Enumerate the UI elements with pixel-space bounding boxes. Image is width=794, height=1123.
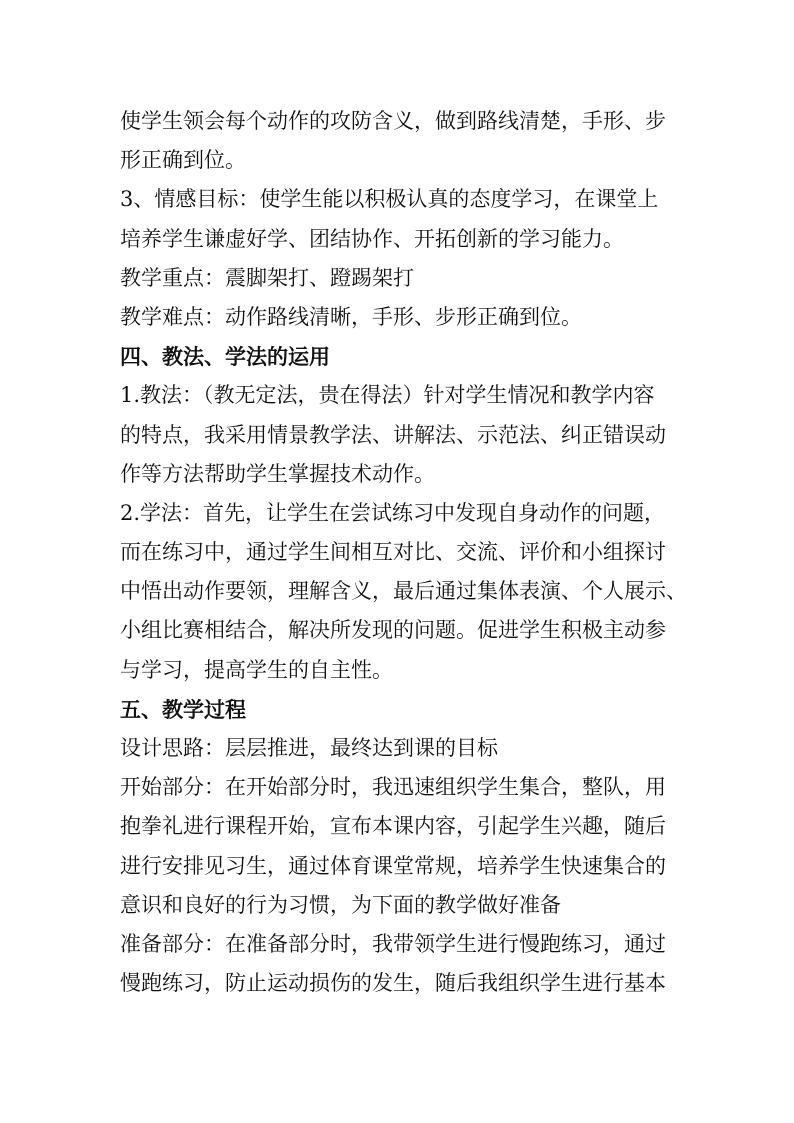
text-line: 形正确到位。 [120,148,246,173]
text-line: 中悟出动作要领，理解含义，最后通过集体表演、个人展示、 [120,579,687,604]
text-line: 开始部分：在开始部分时，我迅速组织学生集合，整队，用 [120,775,666,800]
text-line: 进行安排见习生，通过体育课堂常规，培养学生快速集合的 [120,853,666,878]
text-line: 2.学法：首先，让学生在尝试练习中发现自身动作的问题， [120,500,666,525]
document-body [120,102,687,1003]
text-line: 使学生领会每个动作的攻防含义，做到路线清楚，手形、步 [120,109,666,133]
text-line: 而在练习中，通过学生间相互对比、交流、评价和小组探讨 [120,540,666,565]
text-line: 小组比赛相结合，解决所发现的问题。促进学生积极主动参 [120,618,666,643]
text-line: 教学难点：动作路线清晰，手形、步形正确到位。 [120,304,582,329]
text-line: 准备部分：在准备部分时，我带领学生进行慢跑练习，通过 [120,931,666,956]
text-line: 意识和良好的行为习惯，为下面的教学做好准备 [120,892,561,917]
text-line: 设计思路：层层推进，最终达到课的目标 [120,736,498,760]
text-line: 作等方法帮助学生掌握技术动作。 [120,461,435,486]
section-heading: 五、教学过程 [120,696,246,722]
text-line: 培养学生谦虚好学、团结协作、开拓创新的学习能力。 [120,226,624,251]
text-line: 的特点，我采用情景教学法、讲解法、示范法、纠正错误动 [120,422,666,447]
text-line: 抱拳礼进行课程开始，宣布本课内容，引起学生兴趣，随后 [120,814,666,839]
text-line: 1.教法：（教无定法，贵在得法）针对学生情况和教学内容 [120,383,655,408]
section-heading: 四、教法、学法的运用 [120,344,330,370]
text-line: 3、情感目标：使学生能以积极认真的态度学习，在课堂上 [120,187,659,212]
text-line: 教学重点：震脚架打、蹬踢架打 [120,265,414,290]
text-line: 与学习，提高学生的自主性。 [120,657,393,682]
text-line: 慢跑练习，防止运动损伤的发生，随后我组织学生进行基本 [120,971,666,996]
